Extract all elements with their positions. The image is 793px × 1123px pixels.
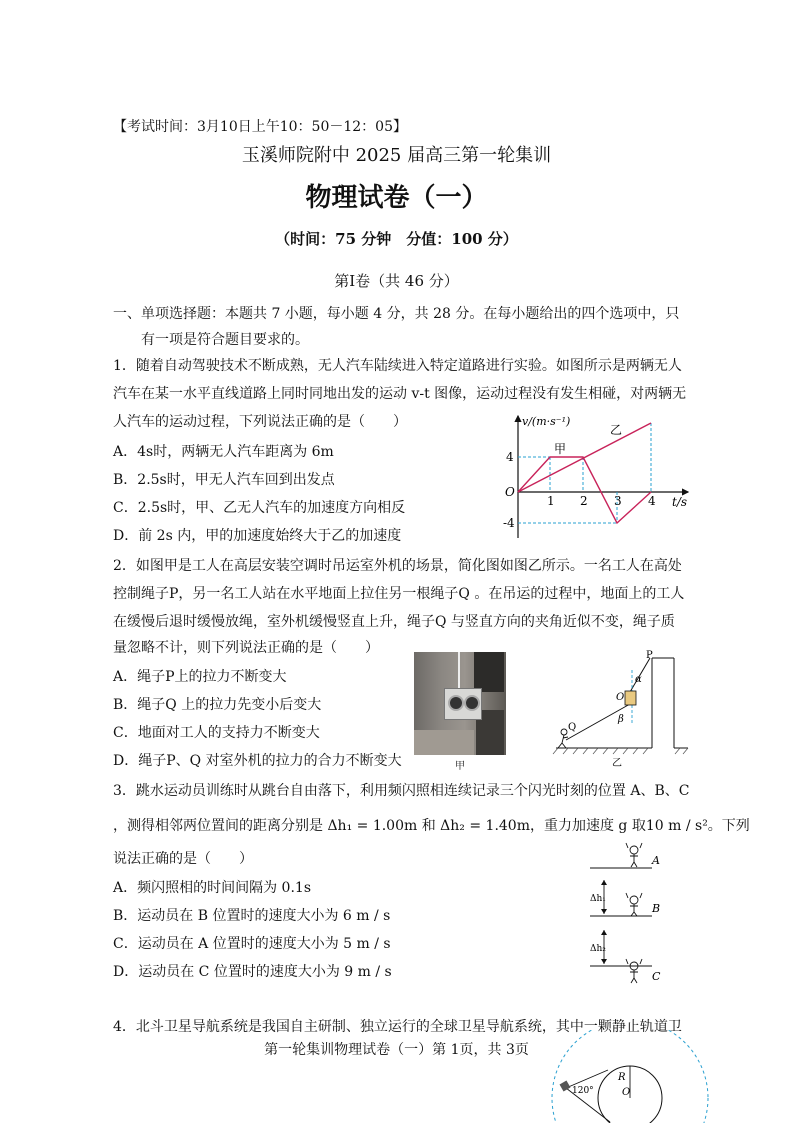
- air-conditioner-unit: [444, 688, 482, 720]
- q4-orbit-diagram: [548, 1030, 723, 1123]
- q2-diagram-yi: [550, 648, 690, 770]
- y-tick-4: 4: [506, 450, 514, 464]
- q1-line2: 汽车在某一水平直线道路上同时同地出发的运动 v-t 图像，运动过程没有发生相碰，对两辆无: [113, 386, 687, 402]
- diver-a: [626, 843, 642, 867]
- series-jia-line: [518, 457, 651, 523]
- q2-line1: 2．如图甲是工人在高层安装空调时吊运室外机的场景，简化图如图乙所示。一名工人在高处: [113, 558, 682, 574]
- q2-option-a: A．绳子P上的拉力不断变大: [113, 669, 287, 685]
- label-o-center: O: [622, 1087, 631, 1098]
- q3-option-c: C．运动员在 A 位置时的速度大小为 5 m / s: [113, 936, 391, 952]
- q3-option-a: A．频闪照相的时间间隔为 0.1s: [113, 880, 312, 896]
- guide-lines: [518, 423, 651, 523]
- diver-c: [626, 959, 642, 983]
- page-footer: 第一轮集训物理试卷（一）第 1页，共 3页: [264, 1042, 529, 1058]
- x-tick-2: 2: [580, 494, 588, 508]
- q3-diver-diagram: [588, 840, 668, 990]
- time-score: （时间：75 分钟 分值：100 分）: [275, 230, 518, 248]
- q3-line2: ，测得相邻两位置间的距离分别是 Δh₁ = 1.00m 和 Δh₂ = 1.40m，重力加速度 g 取10 m / s²。下列: [113, 818, 750, 834]
- x-tick-4: 4: [648, 494, 656, 508]
- label-angle: 120°: [572, 1086, 594, 1096]
- label-yi: 乙: [610, 423, 623, 437]
- q2-fig-yi-label: 乙: [612, 758, 622, 769]
- x-tick-1: 1: [547, 494, 555, 508]
- q1-line1: 1．随着自动驾驶技术不断成熟，无人汽车陆续进入特定道路进行实验。如图所示是两辆无人: [113, 358, 682, 374]
- section-intro-line2: 有一项是符合题目要求的。: [141, 332, 309, 348]
- q2-option-b: B．绳子Q 上的拉力先变小后变大: [113, 697, 322, 713]
- label-jia: 甲: [554, 442, 567, 456]
- q2-option-d: D．绳子P、Q 对室外机的拉力的合力不断变大: [113, 753, 402, 769]
- label-c: C: [652, 970, 661, 983]
- q2-photo-jia: [414, 652, 506, 755]
- diver-b: [626, 893, 642, 916]
- q1-line3: 人汽车的运动过程，下列说法正确的是（ ）: [113, 414, 407, 430]
- section-intro-line1: 一、单项选择题：本题共 7 小题，每小题 4 分，共 28 分。在每小题给出的四个选项中，只: [113, 306, 680, 322]
- origin-label: O: [505, 485, 515, 499]
- label-o: O: [616, 692, 625, 703]
- label-a: A: [652, 854, 660, 867]
- series-yi-line: [518, 423, 651, 492]
- label-p: P: [646, 650, 653, 661]
- q2-line3: 在缓慢后退时缓慢放绳，室外机缓慢竖直上升，绳子Q 与竖直方向的夹角近似不变，绳子质: [113, 614, 675, 630]
- exam-time: 【考试时间：3月10日上午10：50－12：05】: [113, 119, 407, 135]
- x-axis-label: t/s: [672, 495, 688, 509]
- q3-line3: 说法正确的是（ ）: [113, 851, 253, 867]
- page-title: 物理试卷（一）: [305, 183, 488, 213]
- q3-option-d: D．运动员在 C 位置时的速度大小为 9 m / s: [113, 964, 392, 980]
- q1-option-c: C．2.5s时，甲、乙无人汽车的加速度方向相反: [113, 500, 406, 516]
- label-beta: β: [618, 714, 624, 725]
- label-dh2: Δh₂: [590, 944, 606, 954]
- q1-option-a: A．4s时，两辆无人汽车距离为 6m: [113, 444, 334, 460]
- q3-option-b: B．运动员在 B 位置时的速度大小为 6 m / s: [113, 908, 391, 924]
- q2-line4: 量忽略不计，则下列说法正确的是（ ）: [113, 640, 379, 656]
- worker-figure: [561, 729, 567, 735]
- q2-option-c: C．地面对工人的支持力不断变大: [113, 725, 320, 741]
- label-q: Q: [568, 722, 577, 733]
- label-b: B: [652, 902, 661, 915]
- volume-heading: 第Ⅰ卷（共 46 分）: [334, 272, 459, 290]
- y-tick-neg4: -4: [503, 516, 515, 530]
- y-axis-label: v/(m·s⁻¹): [522, 415, 571, 428]
- q1-option-b: B．2.5s时，甲无人汽车回到出发点: [113, 472, 335, 488]
- q3-line1: 3．跳水运动员训练时从跳台自由落下，利用频闪照相连续记录三个闪光时刻的位置 A、B、C: [113, 783, 690, 799]
- q1-option-d: D．前 2s 内，甲的加速度始终大于乙的加速度: [113, 528, 402, 544]
- label-r: R: [618, 1072, 626, 1083]
- q4-line1: 4．北斗卫星导航系统是我国自主研制、独立运行的全球卫星导航系统，其中一颗静止轨道卫: [113, 1019, 682, 1035]
- label-alpha: α: [635, 674, 642, 685]
- q2-fig-jia-label: 甲: [455, 761, 465, 772]
- x-tick-3: 3: [614, 494, 622, 508]
- q2-line2: 控制绳子P，另一名工人站在水平地面上拉住另一根绳子Q 。在吊运的过程中，地面上的工人: [113, 586, 685, 602]
- school-title: 玉溪师院附中 2025 届高三第一轮集训: [241, 145, 552, 166]
- q1-vt-graph: [498, 408, 698, 543]
- label-dh1: Δh₁: [590, 894, 606, 904]
- outdoor-unit-box: [625, 691, 636, 705]
